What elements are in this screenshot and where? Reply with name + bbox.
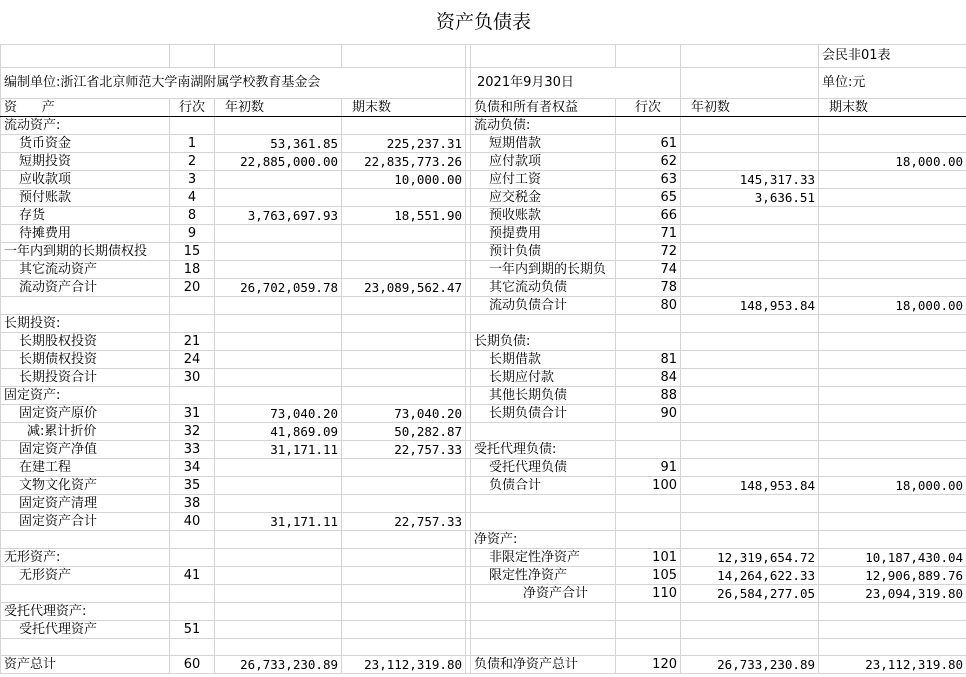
liability-item-label: 其它流动负债 <box>471 279 616 297</box>
liability-row-no <box>616 603 681 621</box>
liability-item-label: 应交税金 <box>471 189 616 207</box>
table-row <box>1 315 966 333</box>
liability-begin-value: 12,319,654.72 <box>681 549 819 567</box>
asset-end-value <box>342 225 466 243</box>
asset-end-value: 23,112,319.80 <box>342 656 466 674</box>
liability-row-no: 101 <box>616 549 681 567</box>
liability-row-no: 88 <box>616 387 681 405</box>
asset-item-label <box>1 585 170 603</box>
table-row <box>1 279 966 297</box>
liability-begin-value <box>681 279 819 297</box>
liability-end-value: 10,187,430.04 <box>819 549 966 567</box>
asset-end-value: 50,282.87 <box>342 423 466 441</box>
liability-end-value <box>819 333 966 351</box>
liability-end-value <box>819 279 966 297</box>
asset-item-label: 文物文化资产 <box>1 477 170 495</box>
asset-item-label: 无形资产: <box>1 549 170 567</box>
asset-begin-value <box>215 387 342 405</box>
asset-row-no: 34 <box>170 459 215 477</box>
asset-item-label: 长期投资合计 <box>1 369 170 387</box>
asset-row-no: 21 <box>170 333 215 351</box>
asset-item-label: 受托代理资产 <box>1 621 170 639</box>
table-row <box>1 135 966 153</box>
asset-row-no <box>170 297 215 315</box>
liability-end-value <box>819 531 966 549</box>
asset-begin-value <box>215 549 342 567</box>
liability-item-label <box>471 639 616 656</box>
asset-row-no <box>170 315 215 333</box>
asset-row-no <box>170 531 215 549</box>
table-row <box>1 189 966 207</box>
asset-end-value <box>342 567 466 585</box>
header-row-no: 行次 <box>170 99 215 117</box>
asset-end-value: 225,237.31 <box>342 135 466 153</box>
asset-item-label: 固定资产合计 <box>1 513 170 531</box>
liability-end-value <box>819 171 966 189</box>
liability-end-value <box>819 189 966 207</box>
asset-row-no: 38 <box>170 495 215 513</box>
liability-item-label: 非限定性净资产 <box>471 549 616 567</box>
asset-begin-value <box>215 189 342 207</box>
liability-begin-value: 26,584,277.05 <box>681 585 819 603</box>
table-row <box>1 585 966 603</box>
liability-item-label: 长期应付款 <box>471 369 616 387</box>
liability-item-label: 限定性净资产 <box>471 567 616 585</box>
asset-row-no <box>170 585 215 603</box>
asset-begin-value <box>215 585 342 603</box>
header-begin: 年初数 <box>215 99 342 117</box>
table-row <box>1 333 966 351</box>
asset-end-value: 18,551.90 <box>342 207 466 225</box>
asset-row-no: 40 <box>170 513 215 531</box>
liability-end-value <box>819 405 966 423</box>
liability-end-value: 18,000.00 <box>819 477 966 495</box>
table-row <box>1 477 966 495</box>
liability-end-value <box>819 369 966 387</box>
asset-item-label: 预付账款 <box>1 189 170 207</box>
liability-item-label: 受托代理负债: <box>471 441 616 459</box>
org-label: 编制单位:浙江省北京师范大学南湖附属学校教育基金会 <box>1 68 466 99</box>
liability-end-value <box>819 117 966 135</box>
asset-item-label: 长期债权投资 <box>1 351 170 369</box>
liability-row-no: 63 <box>616 171 681 189</box>
liability-end-value <box>819 315 966 333</box>
asset-end-value <box>342 621 466 639</box>
header-liabilities: 负债和所有者权益 <box>471 99 616 117</box>
liability-begin-value <box>681 495 819 513</box>
sheet-title: 资产负债表 <box>436 11 532 33</box>
asset-begin-value <box>215 531 342 549</box>
liability-row-no <box>616 531 681 549</box>
asset-begin-value <box>215 261 342 279</box>
liability-row-no: 61 <box>616 135 681 153</box>
asset-begin-value <box>215 243 342 261</box>
asset-item-label: 长期股权投资 <box>1 333 170 351</box>
asset-end-value <box>342 333 466 351</box>
table-row <box>1 225 966 243</box>
liability-end-value <box>819 351 966 369</box>
liability-item-label: 预收账款 <box>471 207 616 225</box>
asset-row-no: 32 <box>170 423 215 441</box>
table-row <box>1 459 966 477</box>
asset-end-value: 73,040.20 <box>342 405 466 423</box>
asset-begin-value: 22,885,000.00 <box>215 153 342 171</box>
liability-item-label: 负债和净资产总计 <box>471 656 616 674</box>
asset-row-no: 60 <box>170 656 215 674</box>
table-row <box>1 495 966 513</box>
liability-end-value <box>819 207 966 225</box>
liability-item-label <box>471 603 616 621</box>
asset-begin-value <box>215 225 342 243</box>
asset-begin-value <box>215 315 342 333</box>
asset-end-value <box>342 243 466 261</box>
liability-end-value <box>819 243 966 261</box>
liability-item-label: 负债合计 <box>471 477 616 495</box>
liability-end-value <box>819 261 966 279</box>
liability-begin-value <box>681 603 819 621</box>
liability-item-label: 一年内到期的长期负 <box>471 261 616 279</box>
header-end-2: 期末数 <box>819 99 966 117</box>
liability-begin-value: 148,953.84 <box>681 477 819 495</box>
liability-end-value: 18,000.00 <box>819 153 966 171</box>
report-date: 2021年9月30日 <box>471 68 681 99</box>
liability-row-no: 72 <box>616 243 681 261</box>
liability-begin-value <box>681 207 819 225</box>
asset-end-value <box>342 495 466 513</box>
asset-row-no <box>170 387 215 405</box>
asset-begin-value <box>215 297 342 315</box>
unit-label: 单位:元 <box>819 68 966 99</box>
liability-item-label: 长期负债合计 <box>471 405 616 423</box>
asset-begin-value <box>215 477 342 495</box>
asset-begin-value: 3,763,697.93 <box>215 207 342 225</box>
asset-item-label: 在建工程 <box>1 459 170 477</box>
liability-row-no: 91 <box>616 459 681 477</box>
liability-end-value: 23,112,319.80 <box>819 656 966 674</box>
asset-end-value <box>342 189 466 207</box>
table-row <box>1 405 966 423</box>
table-row <box>1 369 966 387</box>
asset-row-no <box>170 603 215 621</box>
liability-row-no: 71 <box>616 225 681 243</box>
asset-end-value <box>342 531 466 549</box>
asset-row-no: 8 <box>170 207 215 225</box>
asset-end-value <box>342 117 466 135</box>
asset-item-label: 流动资产: <box>1 117 170 135</box>
asset-row-no: 2 <box>170 153 215 171</box>
asset-row-no: 31 <box>170 405 215 423</box>
asset-end-value: 10,000.00 <box>342 171 466 189</box>
asset-row-no: 4 <box>170 189 215 207</box>
liability-end-value: 18,000.00 <box>819 297 966 315</box>
asset-item-label: 减:累计折价 <box>1 423 170 441</box>
asset-end-value <box>342 585 466 603</box>
liability-begin-value <box>681 639 819 656</box>
asset-row-no: 1 <box>170 135 215 153</box>
liability-end-value <box>819 225 966 243</box>
liability-end-value <box>819 639 966 656</box>
table-row <box>1 531 966 549</box>
liability-begin-value <box>681 369 819 387</box>
asset-item-label: 应收款项 <box>1 171 170 189</box>
asset-begin-value <box>215 639 342 656</box>
header-begin-2: 年初数 <box>681 99 819 117</box>
table-row <box>1 261 966 279</box>
liability-begin-value <box>681 225 819 243</box>
liability-begin-value <box>681 531 819 549</box>
liability-row-no <box>616 423 681 441</box>
asset-end-value <box>342 297 466 315</box>
asset-begin-value <box>215 171 342 189</box>
asset-item-label <box>1 531 170 549</box>
liability-begin-value: 148,953.84 <box>681 297 819 315</box>
liability-begin-value <box>681 387 819 405</box>
liability-item-label: 净资产: <box>471 531 616 549</box>
asset-item-label: 流动资产合计 <box>1 279 170 297</box>
table-row <box>1 171 966 189</box>
asset-row-no: 20 <box>170 279 215 297</box>
liability-row-no <box>616 513 681 531</box>
asset-begin-value <box>215 621 342 639</box>
liability-row-no: 78 <box>616 279 681 297</box>
liability-row-no: 81 <box>616 351 681 369</box>
asset-item-label <box>1 639 170 656</box>
liability-begin-value <box>681 153 819 171</box>
liability-item-label: 长期借款 <box>471 351 616 369</box>
liability-row-no: 80 <box>616 297 681 315</box>
asset-row-no: 15 <box>170 243 215 261</box>
liability-item-label: 流动负债: <box>471 117 616 135</box>
asset-end-value <box>342 315 466 333</box>
asset-end-value <box>342 549 466 567</box>
liability-row-no <box>616 333 681 351</box>
liability-item-label: 短期借款 <box>471 135 616 153</box>
table-row <box>1 387 966 405</box>
asset-end-value <box>342 369 466 387</box>
liability-begin-value <box>681 333 819 351</box>
liability-item-label <box>471 495 616 513</box>
asset-row-no: 9 <box>170 225 215 243</box>
asset-item-label: 资产总计 <box>1 656 170 674</box>
asset-row-no <box>170 117 215 135</box>
liability-end-value: 23,094,319.80 <box>819 585 966 603</box>
liability-row-no: 120 <box>616 656 681 674</box>
asset-end-value <box>342 351 466 369</box>
asset-end-value <box>342 261 466 279</box>
liability-row-no: 110 <box>616 585 681 603</box>
asset-item-label: 货币资金 <box>1 135 170 153</box>
asset-row-no: 24 <box>170 351 215 369</box>
liability-item-label: 其他长期负债 <box>471 387 616 405</box>
asset-begin-value <box>215 369 342 387</box>
table-row <box>1 351 966 369</box>
asset-begin-value: 41,869.09 <box>215 423 342 441</box>
asset-row-no: 41 <box>170 567 215 585</box>
liability-begin-value <box>681 351 819 369</box>
asset-end-value: 22,757.33 <box>342 513 466 531</box>
liability-row-no <box>616 117 681 135</box>
liability-row-no: 90 <box>616 405 681 423</box>
liability-item-label <box>471 315 616 333</box>
liability-row-no: 84 <box>616 369 681 387</box>
asset-end-value: 22,757.33 <box>342 441 466 459</box>
asset-row-no: 3 <box>170 171 215 189</box>
liability-begin-value: 145,317.33 <box>681 171 819 189</box>
liability-begin-value <box>681 441 819 459</box>
liability-end-value <box>819 441 966 459</box>
asset-begin-value <box>215 117 342 135</box>
table-row <box>1 603 966 621</box>
asset-item-label <box>1 297 170 315</box>
asset-item-label: 一年内到期的长期债权投 <box>1 243 170 261</box>
table-row <box>1 243 966 261</box>
liability-row-no: 66 <box>616 207 681 225</box>
liability-item-label: 应付工资 <box>471 171 616 189</box>
asset-item-label: 存货 <box>1 207 170 225</box>
asset-item-label: 固定资产清理 <box>1 495 170 513</box>
asset-end-value <box>342 603 466 621</box>
liability-end-value: 12,906,889.76 <box>819 567 966 585</box>
asset-begin-value <box>215 495 342 513</box>
asset-row-no <box>170 549 215 567</box>
liability-end-value <box>819 495 966 513</box>
table-row <box>1 441 966 459</box>
asset-item-label: 无形资产 <box>1 567 170 585</box>
asset-item-label: 待摊费用 <box>1 225 170 243</box>
asset-row-no: 51 <box>170 621 215 639</box>
liability-row-no: 65 <box>616 189 681 207</box>
header-row-no-2: 行次 <box>616 99 681 117</box>
table-row <box>1 207 966 225</box>
asset-item-label: 固定资产: <box>1 387 170 405</box>
liability-end-value <box>819 513 966 531</box>
liability-begin-value <box>681 513 819 531</box>
liability-end-value <box>819 621 966 639</box>
liability-begin-value: 14,264,622.33 <box>681 567 819 585</box>
asset-end-value: 23,089,562.47 <box>342 279 466 297</box>
asset-end-value <box>342 477 466 495</box>
liability-item-label <box>471 423 616 441</box>
liability-begin-value: 26,733,230.89 <box>681 656 819 674</box>
asset-row-no: 18 <box>170 261 215 279</box>
asset-end-value <box>342 459 466 477</box>
liability-item-label: 净资产合计 <box>471 585 616 603</box>
liability-item-label: 应付款项 <box>471 153 616 171</box>
liability-end-value <box>819 423 966 441</box>
table-row <box>1 117 966 135</box>
asset-begin-value <box>215 567 342 585</box>
asset-item-label: 短期投资 <box>1 153 170 171</box>
asset-begin-value <box>215 333 342 351</box>
liability-row-no <box>616 495 681 513</box>
asset-end-value <box>342 639 466 656</box>
liability-row-no <box>616 639 681 656</box>
asset-begin-value <box>215 603 342 621</box>
asset-end-value: 22,835,773.26 <box>342 153 466 171</box>
asset-begin-value: 53,361.85 <box>215 135 342 153</box>
asset-end-value <box>342 387 466 405</box>
liability-end-value <box>819 135 966 153</box>
asset-row-no: 35 <box>170 477 215 495</box>
liability-row-no: 74 <box>616 261 681 279</box>
asset-item-label: 受托代理资产: <box>1 603 170 621</box>
table-row <box>1 639 966 656</box>
asset-row-no: 30 <box>170 369 215 387</box>
asset-begin-value: 31,171.11 <box>215 513 342 531</box>
table-row <box>1 423 966 441</box>
asset-item-label: 固定资产原价 <box>1 405 170 423</box>
header-end: 期末数 <box>342 99 466 117</box>
asset-item-label: 长期投资: <box>1 315 170 333</box>
header-assets: 资 产 <box>1 99 170 117</box>
asset-row-no: 33 <box>170 441 215 459</box>
liability-row-no <box>616 621 681 639</box>
form-code: 会民非01表 <box>819 45 966 68</box>
liability-begin-value <box>681 243 819 261</box>
liability-item-label: 受托代理负债 <box>471 459 616 477</box>
table-row <box>1 621 966 639</box>
liability-begin-value <box>681 459 819 477</box>
asset-begin-value: 73,040.20 <box>215 405 342 423</box>
liability-item-label <box>471 513 616 531</box>
asset-item-label: 其它流动资产 <box>1 261 170 279</box>
asset-begin-value: 31,171.11 <box>215 441 342 459</box>
liability-end-value <box>819 387 966 405</box>
liability-begin-value <box>681 315 819 333</box>
liability-begin-value <box>681 135 819 153</box>
liability-begin-value <box>681 621 819 639</box>
table-row <box>1 153 966 171</box>
liability-item-label: 流动负债合计 <box>471 297 616 315</box>
table-row <box>1 297 966 315</box>
liability-begin-value: 3,636.51 <box>681 189 819 207</box>
liability-item-label: 预计负债 <box>471 243 616 261</box>
table-row <box>1 513 966 531</box>
table-row <box>1 656 966 674</box>
table-row <box>1 549 966 567</box>
liability-row-no <box>616 441 681 459</box>
liability-end-value <box>819 459 966 477</box>
liability-begin-value <box>681 261 819 279</box>
asset-begin-value: 26,733,230.89 <box>215 656 342 674</box>
liability-row-no: 62 <box>616 153 681 171</box>
asset-begin-value <box>215 459 342 477</box>
liability-item-label: 长期负债: <box>471 333 616 351</box>
asset-item-label: 固定资产净值 <box>1 441 170 459</box>
liability-item-label: 预提费用 <box>471 225 616 243</box>
liability-item-label <box>471 621 616 639</box>
liability-row-no <box>616 315 681 333</box>
liability-begin-value <box>681 405 819 423</box>
table-row <box>1 567 966 585</box>
liability-row-no: 100 <box>616 477 681 495</box>
liability-begin-value <box>681 117 819 135</box>
asset-begin-value <box>215 351 342 369</box>
liability-end-value <box>819 603 966 621</box>
liability-row-no: 105 <box>616 567 681 585</box>
asset-row-no <box>170 639 215 656</box>
liability-begin-value <box>681 423 819 441</box>
asset-begin-value: 26,702,059.78 <box>215 279 342 297</box>
